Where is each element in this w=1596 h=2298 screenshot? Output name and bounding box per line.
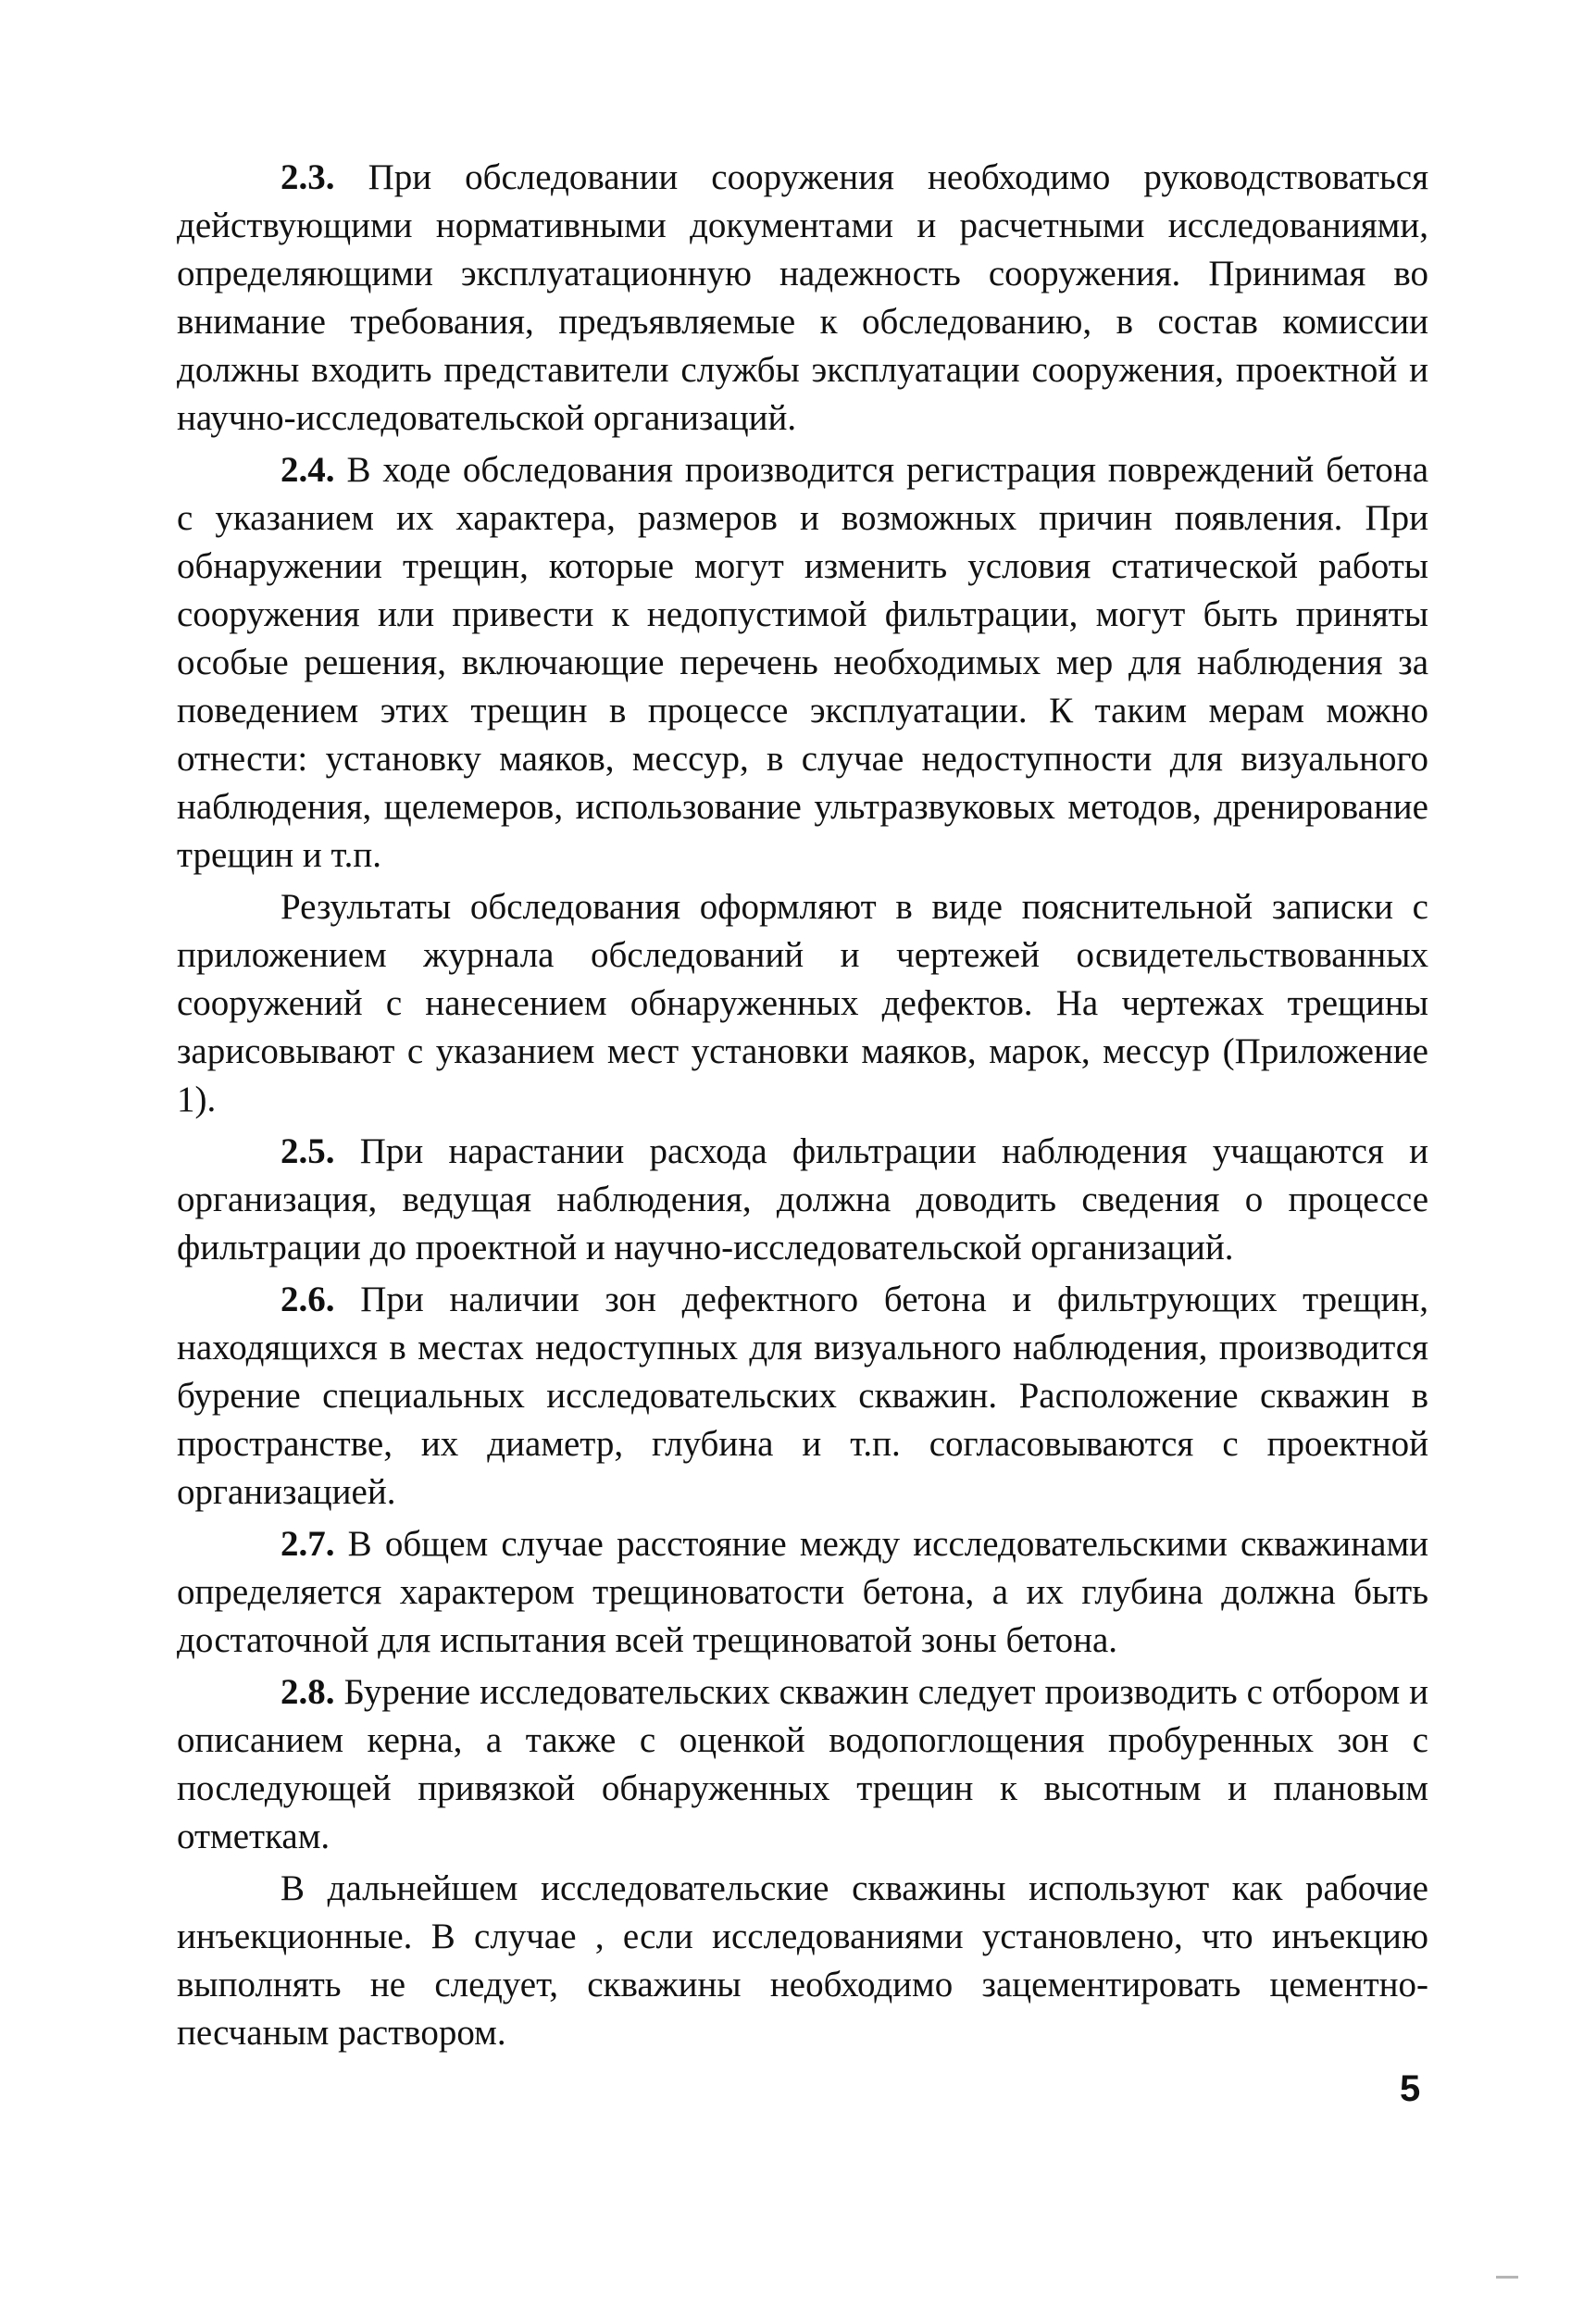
paragraph-text: В общем случае расстояние между исследовательскими скважинами определяется характером трещиноватости бетона, а их глубина должна быть достаточной для испытания всей трещиноватой зоны бетона. bbox=[177, 1524, 1428, 1660]
scan-mark bbox=[1496, 2276, 1518, 2279]
section-number: 2.6. bbox=[281, 1280, 335, 1319]
paragraph-text: Бурение исследовательских скважин следует производить с отбором и описанием керна, а также с оценкой водопоглощения пробуренных зон с последующей привязкой обнаруженных трещин к высотным и плановым отметкам. bbox=[177, 1672, 1429, 1856]
section-number: 2.7. bbox=[281, 1524, 335, 1564]
section-number: 2.5. bbox=[281, 1131, 335, 1171]
section-number: 2.8. bbox=[281, 1672, 335, 1712]
paragraph-text: Результаты обследования оформляют в виде пояснительной записки с приложением журнала обследований и чертежей освидетельствованных сооружений с нанесением обнаруженных дефектов. На чертежах трещины зарисовывают с указанием мест установки маяков, марок, мессур (Приложение 1). bbox=[177, 887, 1428, 1119]
paragraph-2-8 bbox=[177, 1668, 1428, 1861]
paragraph-text: В дальнейшем исследовательские скважины используют как рабочие инъекционные. В случае , если исследованиями установлено, что инъекцию выполнять не следует, скважины необходимо зацементировать цементно-песчаным раствором. bbox=[177, 1868, 1428, 2053]
paragraph-results bbox=[177, 883, 1428, 1124]
paragraph-2-4 bbox=[177, 446, 1428, 880]
paragraph-text: В ходе обследования производится регистрация повреждений бетона с указанием их характера, размеров и возможных причин появления. При обнаружении трещин, которые могут изменить условия статической работы сооружения или привести к недопустимой фильтрации, могут быть приняты особые решения, включающие перечень необходимых мер для наблюдения за поведением этих трещин в процессе эксплуатации. К таким мерам можно отнести: установку маяков, мессур, в случае недоступности для визуального наблюдения, щелемеров, использование ультразвуковых методов, дренирование трещин и т.п. bbox=[177, 450, 1429, 875]
paragraph-2-5 bbox=[177, 1128, 1428, 1272]
paragraph-text: При наличии зон дефектного бетона и фильтрующих трещин, находящихся в местах недоступных для визуального наблюдения, производится бурение специальных исследовательских скважин. Расположение скважин в пространстве, их диаметр, глубина и т.п. согласовываются с проектной организацией. bbox=[177, 1280, 1428, 1512]
paragraph-text: При обследовании сооружения необходимо руководствоваться действующими нормативными документами и расчетными исследованиями, определяющими эксплуатационную надежность сооружения. Принимая во внимание требования, предъявляемые к обследованию, в состав комиссии должны входить представители службы эксплуатации сооружения, проектной и научно-исследовательской организаций. bbox=[177, 157, 1429, 438]
section-number: 2.3. bbox=[281, 157, 335, 197]
section-number: 2.4. bbox=[281, 450, 335, 490]
page-number: 5 bbox=[1400, 2068, 1421, 2109]
paragraph-2-3 bbox=[177, 154, 1428, 443]
body-text bbox=[177, 154, 1428, 2061]
paragraph-2-6 bbox=[177, 1276, 1428, 1517]
paragraph-2-7 bbox=[177, 1520, 1428, 1665]
paragraph-text: При нарастании расхода фильтрации наблюдения учащаются и организация, ведущая наблюдения, должна доводить сведения о процессе фильтрации до проектной и научно-исследовательской организаций. bbox=[177, 1131, 1429, 1268]
paragraph-further bbox=[177, 1865, 1428, 2057]
